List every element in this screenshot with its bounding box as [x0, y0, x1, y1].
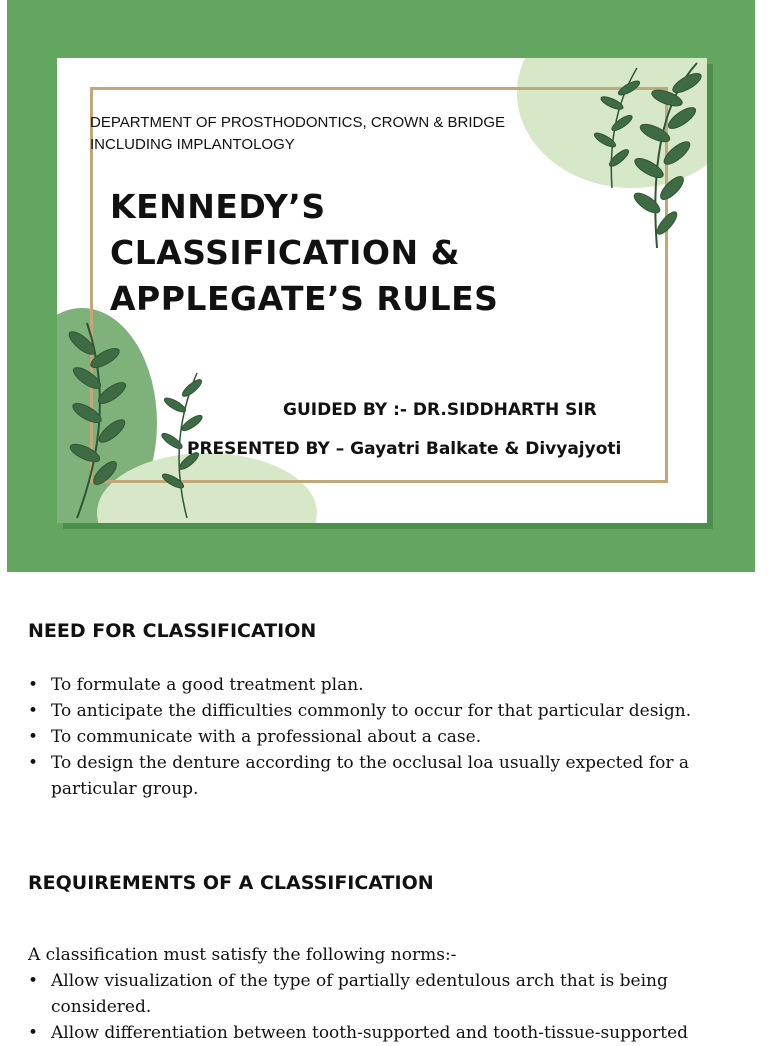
list-item: • To anticipate the difficulties commonly to occur for that particular design. [28, 698, 728, 724]
presented-by: PRESENTED BY – Gayatri Balkate & Divyajyoti [187, 439, 622, 459]
list-item: • To design the denture according to the occlusal loa usually expected for a particular group. [28, 750, 728, 802]
section-heading-need: NEED FOR CLASSIFICATION [28, 620, 317, 642]
need-list [28, 672, 728, 802]
list-item: • Allow visualization of the type of partially edentulous arch that is being considered. [28, 968, 728, 1020]
department-name: DEPARTMENT OF PROSTHODONTICS, CROWN & BRIDGE INCLUDING IMPLANTOLOGY [90, 114, 506, 153]
section-heading-requirements: REQUIREMENTS OF A CLASSIFICATION [28, 872, 434, 894]
leaves-icon [57, 313, 237, 523]
presentation-title: KENNEDY’S CLASSIFICATION & APPLEGATE’S RULES [110, 187, 499, 318]
requirements-intro: A classification must satisfy the following norms:- [28, 945, 457, 965]
guided-by: GUIDED BY :- DR.SIDDHARTH SIR [283, 400, 597, 420]
list-item: • To formulate a good treatment plan. [28, 672, 728, 698]
requirements-list [28, 968, 728, 1046]
list-item: • To communicate with a professional about a case. [28, 724, 728, 750]
list-item: • Allow differentiation between tooth-supported and tooth-tissue-supported [28, 1020, 728, 1046]
